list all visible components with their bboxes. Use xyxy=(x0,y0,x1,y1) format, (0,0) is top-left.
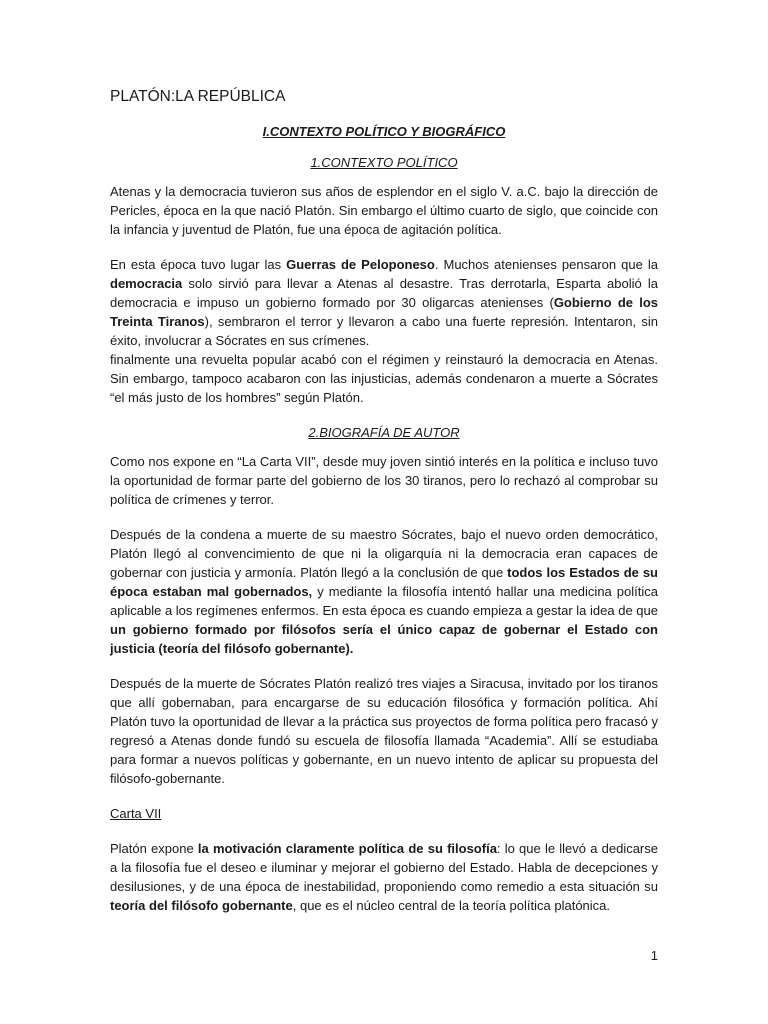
bold-guerras: Guerras de Peloponeso xyxy=(286,257,435,272)
heading-carta-vii: Carta VII xyxy=(110,806,162,821)
bold-estados-mal-gobernados: todos los Estados de su época estaban mal gobernados, xyxy=(110,565,658,599)
document-body xyxy=(110,86,658,931)
subheading-biography: 2.BIOGRAFÍA DE AUTOR xyxy=(308,425,460,440)
bold-teoria-filosofo: teoría del filósofo gobernante xyxy=(110,898,293,913)
paragraph-political-motivation: Platón expone la motivación claramente política de su filosofía: lo que le llevó a dedicarse a la filosofía fue el deseo e iluminar y mejorar el gobierno del Estado. Habla de decepciones y desilusiones, y de una época de inestabilidad, proponiendo como remedio a esta situación su teoría del filósofo gobernante, que es el núcleo central de la teoría política platónica. xyxy=(110,841,658,913)
bold-gobierno-filosofos: un gobierno formado por filósofos sería el único capaz de gobernar el Estado con justicia (teoría del filósofo gobernante). xyxy=(110,622,658,656)
bold-motivacion-politica: la motivación claramente política de su filosofía xyxy=(197,841,497,856)
paragraph-socrates-death: Después de la condena a muerte de su maestro Sócrates, bajo el nuevo orden democrático, Platón llegó al convencimiento de que ni la oligarquía ni la democracia eran capaces de gobernar con justicia y armonía. Platón llegó a la conclusión de que todos los Estados de su época estaban mal gobernados, y mediante la filosofía intentó hallar una medicina política aplicable a los regímenes enfermos. En esta época es cuando empieza a gestar la idea de que un gobierno formado por filósofos sería el único capaz de gobernar el Estado con justicia (teoría del filósofo gobernante). xyxy=(110,527,658,656)
subheading-political-context: 1.CONTEXTO POLÍTICO xyxy=(310,155,458,170)
bold-democracia: democracia xyxy=(110,276,183,291)
paragraph-peloponnesian-wars: En esta época tuvo lugar las Guerras de Peloponeso. Muchos atenienses pensaron que la democracia solo sirvió para llevar a Atenas al desastre. Tras derrotarla, Esparta abolió la democracia e impuso un gobierno formado por 30 oligarcas atenienses (Gobierno de los Treinta Tiranos), sembraron el terror y llevaron a cabo una fuerte represión. Intentaron, sin éxito, involucrar a Sócrates en sus crímenes. xyxy=(110,257,658,348)
section-heading-context: I.CONTEXTO POLÍTICO Y BIOGRÁFICO xyxy=(262,124,506,139)
document-title: PLATÓN:LA REPÚBLICA xyxy=(110,88,286,105)
page-number: 1 xyxy=(650,948,658,963)
paragraph-athens-democracy: Atenas y la democracia tuvieron sus años de esplendor en el siglo V. a.C. bajo la dirección de Pericles, época en la que nació Platón. Sin embargo el último cuarto de siglo, que coincide con la infancia y juventud de Platón, fue una época de agitación política. xyxy=(110,184,658,237)
bold-treinta-tiranos: Gobierno de los Treinta Tiranos xyxy=(110,295,658,329)
paragraph-carta-vii-intro: Como nos expone en “La Carta VII”, desde muy joven sintió interés en la política e incluso tuvo la oportunidad de formar parte del gobierno de los 30 tiranos, pero lo rechazó al comprobar su política de crímenes y terror. xyxy=(110,454,658,507)
paragraph-popular-revolt: finalmente una revuelta popular acabó con el régimen y reinstauró la democracia en Atenas. Sin embargo, tampoco acabaron con las injusticias, además condenaron a muerte a Sócrates “el más justo de los hombres” según Platón. xyxy=(110,352,658,405)
paragraph-siracusa-academia: Después de la muerte de Sócrates Platón realizó tres viajes a Siracusa, invitado por los tiranos que allí gobernaban, para encargarse de su educación filosófica y formación política. Ahí Platón tuvo la oportunidad de llevar a la práctica sus proyectos de forma política pero fracasó y regresó a Atenas donde fundó su escuela de filosofía llamada “Academia”. Allí se estudiaba para formar a nuevos políticas y gobernante, en un nuevo intento de aplicar su propuesta del filósofo-gobernante. xyxy=(110,676,658,786)
